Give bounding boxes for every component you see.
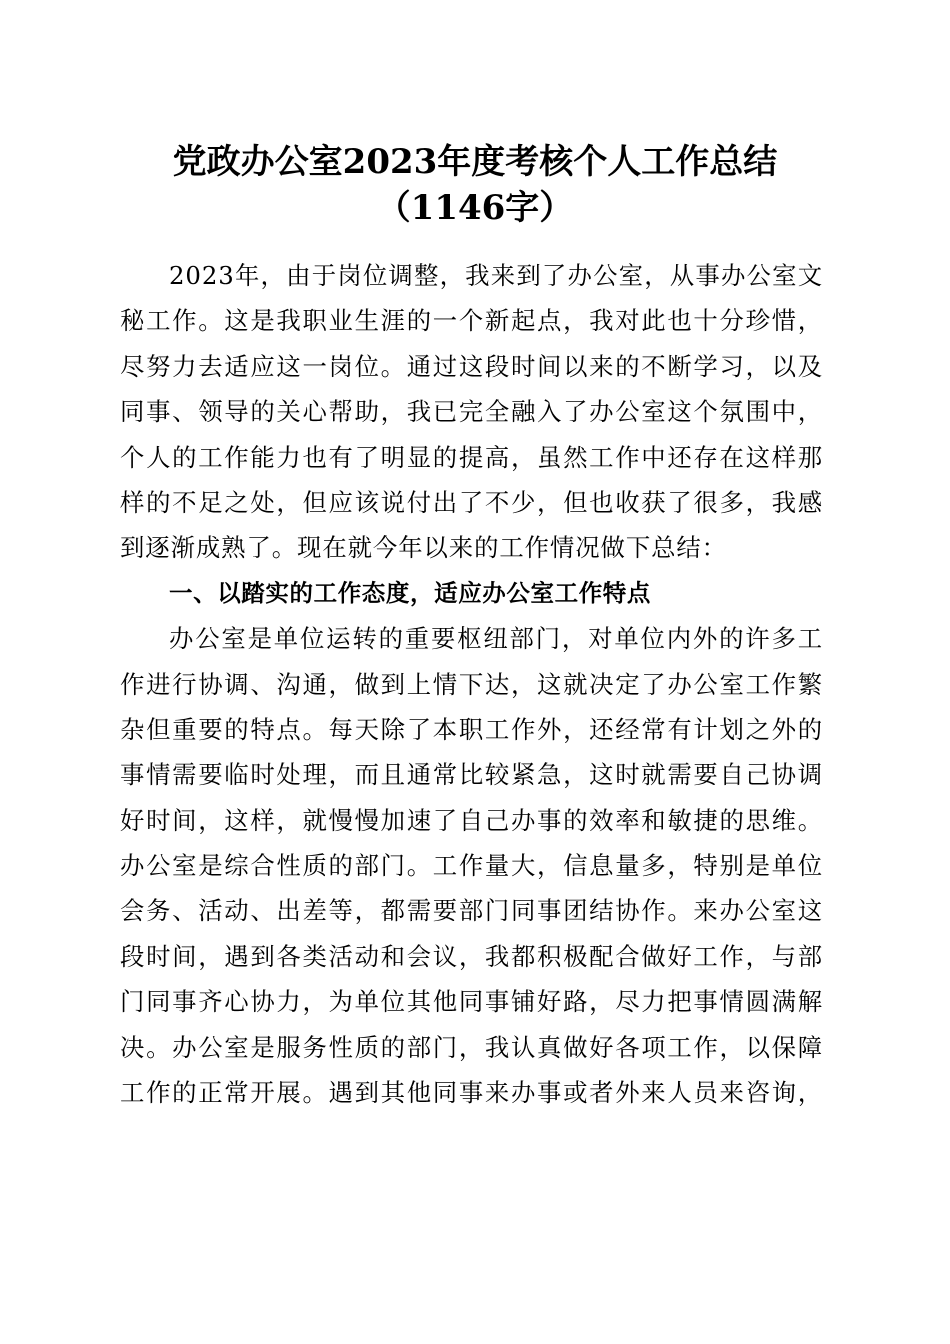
- paragraph-line: 个人的工作能力也有了明显的提高，虽然工作中还存在这样那: [120, 442, 823, 472]
- paragraph-line: 决。办公室是服务性质的部门，我认真做好各项工作，以保障: [120, 1032, 823, 1062]
- paragraph-line: 秘工作。这是我职业生涯的一个新起点，我对此也十分珍惜，: [120, 306, 823, 336]
- paragraph-line: 杂但重要的特点。每天除了本职工作外，还经常有计划之外的: [120, 714, 823, 744]
- paragraph-line: 事情需要临时处理，而且通常比较紧急，这时就需要自己协调: [120, 760, 823, 790]
- paragraph-line: 工作的正常开展。遇到其他同事来办事或者外来人员来咨询，: [120, 1078, 823, 1108]
- paragraph-line: 好时间，这样，就慢慢加速了自己办事的效率和敏捷的思维。: [120, 805, 823, 835]
- paragraph-line: 门同事齐心协力，为单位其他同事铺好路，尽力把事情圆满解: [120, 987, 823, 1017]
- section-heading: 一、以踏实的工作态度，适应办公室工作特点: [169, 578, 651, 607]
- paragraph-line: 同事、领导的关心帮助，我已完全融入了办公室这个氛围中，: [120, 397, 823, 427]
- paragraph-line: 尽努力去适应这一岗位。通过这段时间以来的不断学习，以及: [120, 351, 823, 381]
- paragraph-line: 作进行协调、沟通，做到上情下达，这就决定了办公室工作繁: [120, 669, 823, 699]
- paragraph-line: 到逐渐成熟了。现在就今年以来的工作情况做下总结：: [120, 533, 727, 563]
- paragraph-line: 办公室是综合性质的部门。工作量大，信息量多，特别是单位: [120, 851, 823, 881]
- document-title: 党政办公室2023年度考核个人工作总结: [172, 142, 778, 182]
- paragraph-line: 2023年，由于岗位调整，我来到了办公室，从事办公室文: [169, 261, 823, 290]
- paragraph-line: 段时间，遇到各类活动和会议，我都积极配合做好工作，与部: [120, 941, 823, 971]
- paragraph-line: 样的不足之处，但应该说付出了不少，但也收获了很多，我感: [120, 487, 823, 517]
- paragraph-line: 办公室是单位运转的重要枢纽部门，对单位内外的许多工: [169, 624, 823, 654]
- paragraph-line: 会务、活动、出差等，都需要部门同事团结协作。来办公室这: [120, 896, 823, 926]
- document-word-count: （1146字）: [376, 188, 574, 228]
- document-body: [120, 253, 823, 1115]
